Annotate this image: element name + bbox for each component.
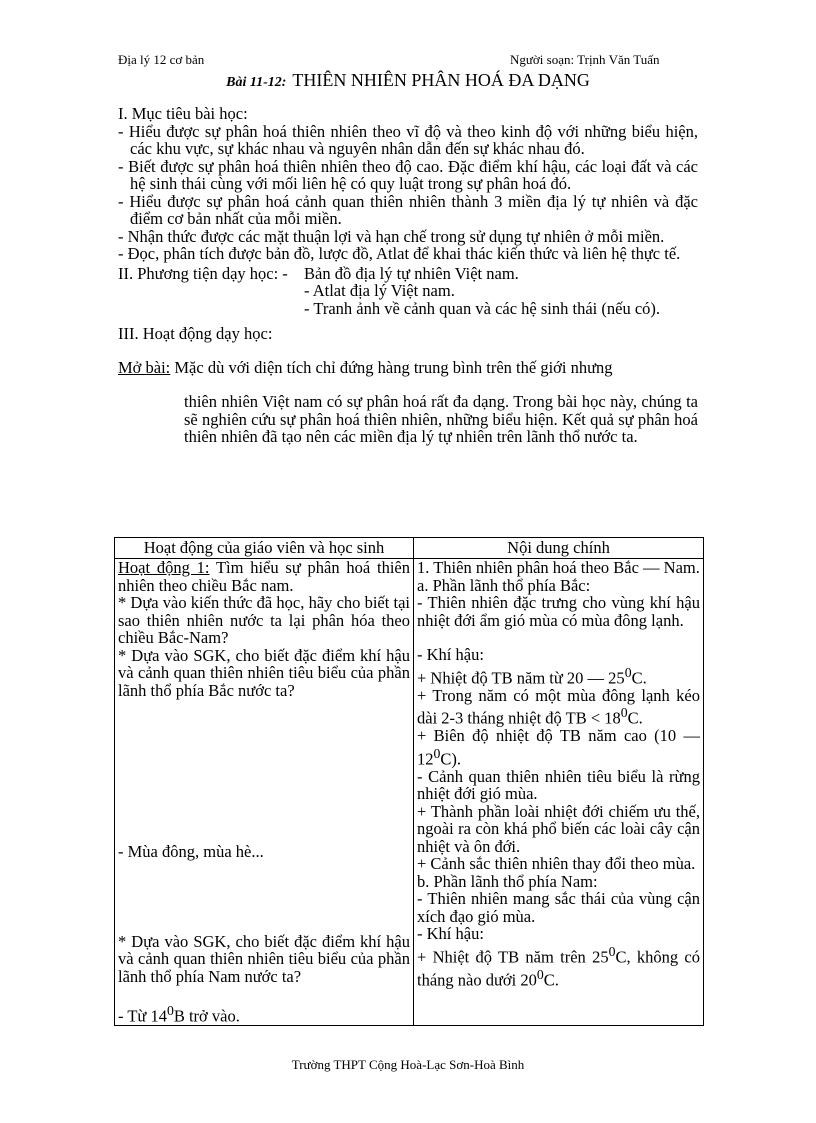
page-footer: Trường THPT Cộng Hoà-Lạc Sơn-Hoà Bình xyxy=(291,1057,525,1072)
activities-heading: III. Hoạt động dạy học: xyxy=(118,324,273,343)
activity-1-label: Hoạt động 1: xyxy=(118,558,210,577)
content-item: - Thiên nhiên đặc trưng cho vùng khí hậu nhiệt đới ẩm gió mùa có mùa đông lạnh. xyxy=(417,593,700,630)
content-item: - Cảnh quan thiên nhiên tiêu biểu là rừng nhiệt đới gió mùa. xyxy=(417,766,700,803)
equipment-item: - Tranh ảnh về cảnh quan và các hệ sinh thái (nếu có). xyxy=(304,298,661,318)
objective-item: - Hiểu được sự phân hoá cảnh quan thiên nhiên thành 3 miền địa lý tự nhiên và đặc điểm cơ bản nhất của mỗi miền. xyxy=(118,191,698,228)
content-item: - Khí hậu: xyxy=(417,924,484,943)
equipment-item: Bản đồ địa lý tự nhiên Việt nam. xyxy=(304,263,519,283)
objective-item: - Đọc, phân tích được bản đồ, lược đồ, Atlat để khai thác kiến thức và liên hệ thực tế. xyxy=(118,244,681,263)
degree-sup: 0 xyxy=(166,1003,174,1018)
lesson-table xyxy=(114,537,704,1026)
content-item: - Khí hậu: xyxy=(417,645,484,664)
equipment-item: - Atlat địa lý Việt nam. xyxy=(304,281,455,300)
content-heading-1: 1. Thiên nhiên phân hoá theo Bắc — Nam. xyxy=(417,558,700,577)
table-header-content: Nội dung chính xyxy=(414,538,704,559)
objective-item: - Nhận thức được các mặt thuận lợi và hạn chế trong sử dụng tự nhiên ở mỗi miền. xyxy=(118,226,665,246)
content-item: + Cảnh sắc thiên nhiên thay đổi theo mùa. xyxy=(417,854,696,873)
content-item: + Nhiệt độ TB năm từ 20 — $25^0C$. xyxy=(417,664,647,687)
lesson-number: Bài 11-12: xyxy=(226,75,287,90)
answer-2-pre: - Từ 14 xyxy=(118,1006,167,1026)
objectives-section xyxy=(118,105,698,462)
intro-paragraph xyxy=(118,359,698,377)
content-item: - Thiên nhiên mang sắc thái của vùng cận xích đạo gió mùa. xyxy=(417,889,700,926)
content-item: + Trong năm có một mùa đông lạnh kéo dài 2-3 tháng nhiệt độ TB < $18^0C$. xyxy=(417,685,700,728)
content-subheading-a: a. Phần lãnh thổ phía Bắc: xyxy=(417,575,591,595)
header-author: Người soạn: Trịnh Văn Tuấn xyxy=(510,52,660,67)
table-header-activities: Hoạt động của giáo viên và học sinh xyxy=(115,538,414,559)
question-2: * Dựa vào SGK, cho biết đặc điểm khí hậu và cảnh quan thiên nhiên tiêu biểu của phần lãnh thổ phía Bắc nước ta? xyxy=(118,645,410,700)
table-header-row xyxy=(115,538,704,559)
activity-1 xyxy=(118,559,410,594)
objectives-heading: I. Mục tiêu bài học: xyxy=(118,104,248,123)
page-title xyxy=(0,70,816,91)
intro-first-line: Mặc dù với diện tích chỉ đứng hàng trung bình trên thế giới nhưng xyxy=(170,358,613,377)
content-item: + Thành phần loài nhiệt đới chiếm ưu thế, ngoài ra còn khá phổ biến các loài cây cận nhiệt và ôn đới. xyxy=(417,801,700,856)
objective-item: - Biết được sự phân hoá thiên nhiên theo độ cao. Đặc điểm khí hậu, các loại đất và các hệ sinh thái cùng với mối liên hệ có quy luật trong sự phân hoá đó. xyxy=(118,156,698,193)
header-subject: Địa lý 12 cơ bản xyxy=(118,52,205,67)
intro-continuation: thiên nhiên Việt nam có sự phân hoá rất đa dạng. Trong bài học này, chúng ta sẽ nghiên cứu sự phân hoá thiên nhiên, những biểu hiện. Kết quả sự phân hoá thiên nhiên đã tạo nên các miền địa lý tự nhiên trên lãnh thổ nước ta. xyxy=(184,392,698,446)
answer-2-post: B trở vào. xyxy=(173,1006,240,1026)
content-item: + Nhiệt độ TB năm trên $25^0C$, không có tháng nào dưới $20^0C$. xyxy=(417,943,700,989)
answer-1: - Mùa đông, mùa hè... xyxy=(118,842,264,861)
activities-cell xyxy=(115,559,414,1026)
content-item: + Biên độ nhiệt độ TB năm cao (10 — $12^0C$). xyxy=(417,726,700,768)
equipment-heading: II. Phương tiện dạy học: - xyxy=(118,263,288,283)
content-subheading-b: b. Phần lãnh thổ phía Nam: xyxy=(417,871,598,891)
title-text: THIÊN NHIÊN PHÂN HOÁ ĐA DẠNG xyxy=(292,70,590,90)
question-3: * Dựa vào SGK, cho biết đặc điểm khí hậu và cảnh quan thiên nhiên tiêu biểu của phần lãnh thổ phía Nam nước ta? xyxy=(118,931,410,986)
content-cell xyxy=(414,559,704,1026)
objective-item: - Hiểu được sự phân hoá thiên nhiên theo vĩ độ và theo kinh độ với những biểu hiện, các khu vực, sự khác nhau và nguyên nhân dẫn đến sự khác nhau đó. xyxy=(118,121,698,158)
equipment-section xyxy=(118,265,698,318)
table-row xyxy=(115,559,704,1026)
question-1: * Dựa vào kiến thức đã học, hãy cho biết tại sao thiên nhiên nước ta lại phân hóa theo chiều Bắc-Nam? xyxy=(118,593,410,647)
activity-1-text: Tìm hiểu sự phân hoá thiên nhiên theo chiều Bắc nam. xyxy=(118,558,410,595)
answer-2 xyxy=(118,1002,410,1025)
intro-label: Mở bài: xyxy=(118,358,171,377)
